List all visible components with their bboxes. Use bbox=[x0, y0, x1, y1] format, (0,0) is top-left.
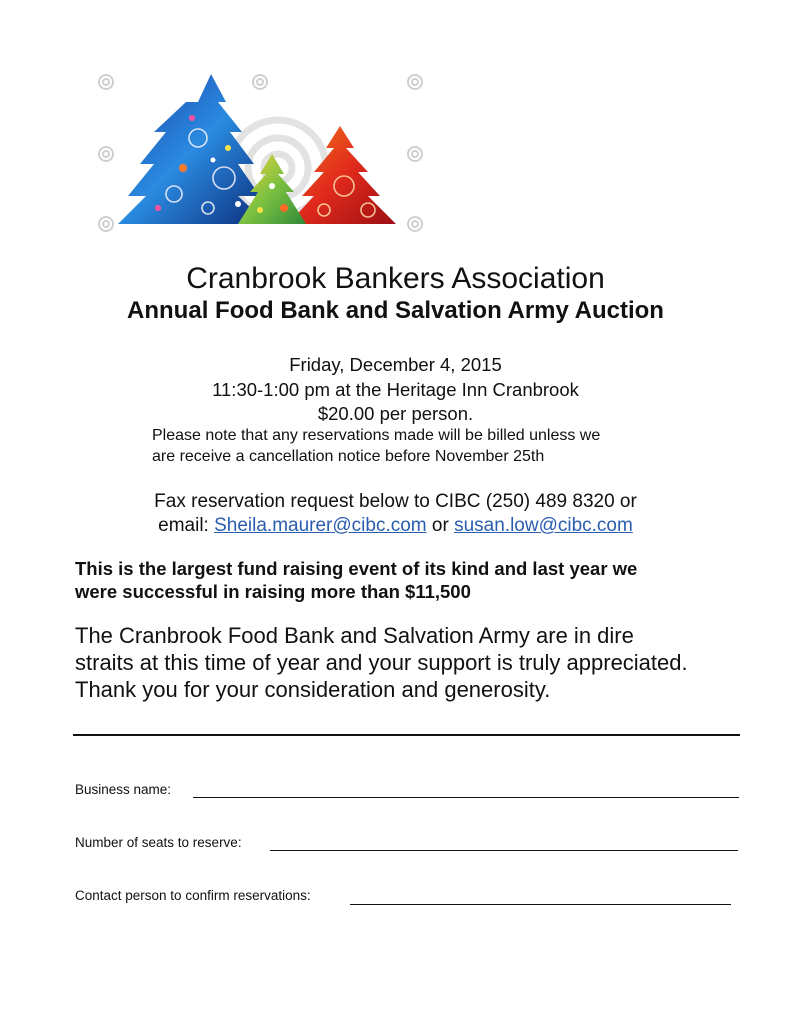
highlight-text-line: were successful in raising more than $11,500 bbox=[75, 581, 471, 602]
cancellation-note-line: are receive a cancellation notice before November 25th bbox=[152, 448, 545, 465]
fax-instructions: Fax reservation request below to CIBC (250) 489 8320 or bbox=[154, 491, 637, 512]
email-link-susan[interactable]: susan.low@cibc.com bbox=[454, 515, 633, 536]
page-title: Cranbrook Bankers Association bbox=[186, 262, 605, 295]
seats-field[interactable] bbox=[270, 850, 738, 851]
event-date: Friday, December 4, 2015 bbox=[289, 354, 502, 375]
appeal-text-line: Thank you for your consideration and generosity. bbox=[75, 677, 551, 702]
contact-person-field[interactable] bbox=[350, 904, 731, 905]
email-instructions bbox=[0, 515, 791, 537]
section-divider bbox=[73, 734, 740, 736]
appeal-text-line: The Cranbrook Food Bank and Salvation Army are in dire bbox=[75, 623, 634, 648]
seats-label: Number of seats to reserve: bbox=[75, 835, 242, 850]
business-name-field[interactable] bbox=[193, 797, 739, 798]
contact-person-label: Contact person to confirm reservations: bbox=[75, 888, 311, 903]
page-subtitle: Annual Food Bank and Salvation Army Auction bbox=[127, 297, 664, 324]
cancellation-note-line: Please note that any reservations made will be billed unless we bbox=[152, 427, 601, 444]
email-joiner: or bbox=[426, 515, 455, 536]
business-name-label: Business name: bbox=[75, 782, 172, 797]
event-price: $20.00 per person. bbox=[317, 403, 474, 424]
highlight-text-line: This is the largest fund raising event of its kind and last year we bbox=[75, 558, 638, 579]
appeal-text-line: straits at this time of year and your support is truly appreciated. bbox=[75, 650, 688, 675]
christmas-trees-icon bbox=[88, 68, 433, 240]
email-link-sheila[interactable]: Sheila.maurer@cibc.com bbox=[214, 515, 427, 536]
email-prefix: email: bbox=[158, 515, 215, 536]
event-time-location: 11:30-1:00 pm at the Heritage Inn Cranbrook bbox=[212, 379, 579, 400]
